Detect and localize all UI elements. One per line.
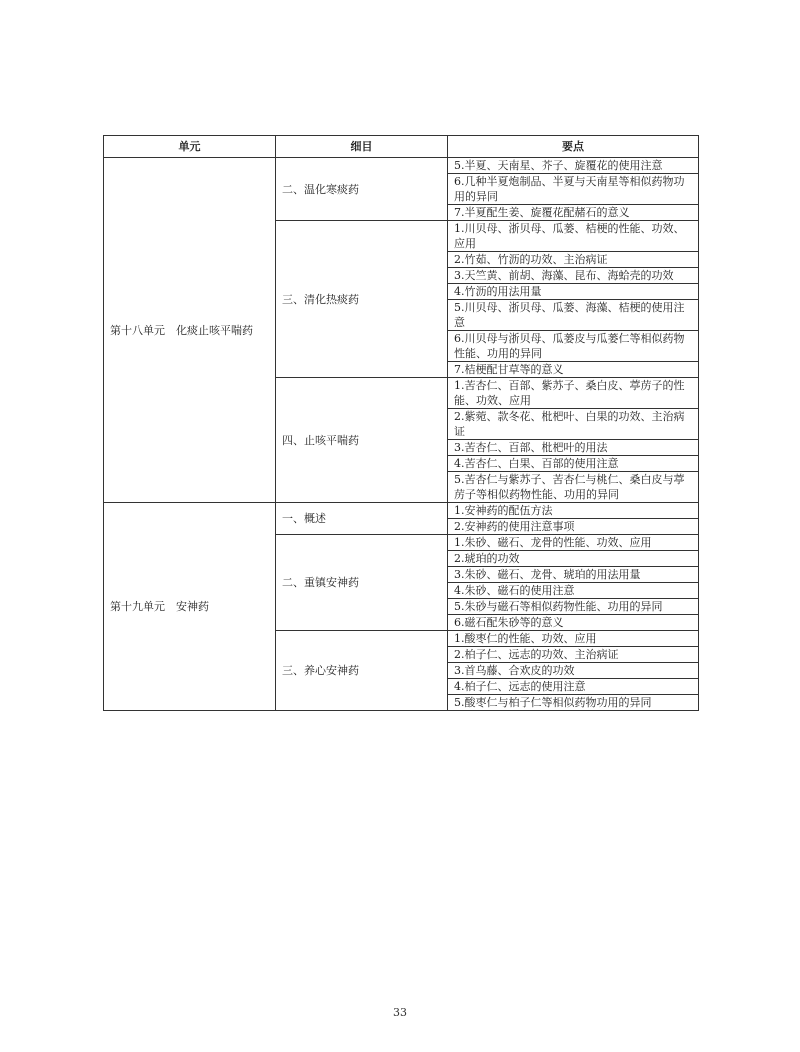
unit-cell: 第十八单元 化痰止咳平喘药: [104, 158, 276, 503]
subitem-cell: 三、清化热痰药: [276, 221, 448, 378]
key-point-cell: 5.朱砂与磁石等相似药物性能、功用的异同: [448, 599, 699, 615]
key-point-cell: 7.半夏配生姜、旋覆花配赭石的意义: [448, 205, 699, 221]
subitem-cell: 二、温化寒痰药: [276, 158, 448, 221]
subitem-cell: 四、止咳平喘药: [276, 378, 448, 503]
key-point-cell: 3.天竺黄、前胡、海藻、昆布、海蛤壳的功效: [448, 268, 699, 284]
key-point-cell: 4.竹沥的用法用量: [448, 284, 699, 300]
key-point-cell: 4.朱砂、磁石的使用注意: [448, 583, 699, 599]
key-point-cell: 6.磁石配朱砂等的意义: [448, 615, 699, 631]
key-point-cell: 2.安神药的使用注意事项: [448, 519, 699, 535]
table-row: [104, 503, 699, 519]
key-point-cell: 2.竹茹、竹沥的功效、主治病证: [448, 252, 699, 268]
header-key-points: 要点: [448, 136, 699, 158]
header-unit: 单元: [104, 136, 276, 158]
key-point-cell: 5.酸枣仁与柏子仁等相似药物功用的异同: [448, 695, 699, 711]
key-point-cell: 1.朱砂、磁石、龙骨的性能、功效、应用: [448, 535, 699, 551]
key-point-cell: 1.安神药的配伍方法: [448, 503, 699, 519]
subitem-cell: 三、养心安神药: [276, 631, 448, 711]
key-point-cell: 3.苦杏仁、百部、枇杷叶的用法: [448, 440, 699, 456]
key-point-cell: 5.半夏、天南星、芥子、旋覆花的使用注意: [448, 158, 699, 174]
key-point-cell: 2.紫菀、款冬花、枇杷叶、白果的功效、主治病证: [448, 409, 699, 440]
key-point-cell: 4.柏子仁、远志的使用注意: [448, 679, 699, 695]
table-body: [104, 158, 699, 711]
key-point-cell: 2.柏子仁、远志的功效、主治病证: [448, 647, 699, 663]
key-point-cell: 5.苦杏仁与紫苏子、苦杏仁与桃仁、桑白皮与葶苈子等相似药物性能、功用的异同: [448, 472, 699, 503]
key-point-cell: 2.琥珀的功效: [448, 551, 699, 567]
key-point-cell: 7.桔梗配甘草等的意义: [448, 362, 699, 378]
key-point-cell: 1.川贝母、浙贝母、瓜蒌、桔梗的性能、功效、应用: [448, 221, 699, 252]
table-row: [104, 158, 699, 174]
page-number: 33: [393, 1006, 407, 1019]
key-point-cell: 1.酸枣仁的性能、功效、应用: [448, 631, 699, 647]
key-point-cell: 3.朱砂、磁石、龙骨、琥珀的用法用量: [448, 567, 699, 583]
subitem-cell: 二、重镇安神药: [276, 535, 448, 631]
key-point-cell: 5.川贝母、浙贝母、瓜蒌、海藻、桔梗的使用注意: [448, 300, 699, 331]
key-point-cell: 1.苦杏仁、百部、紫苏子、桑白皮、葶苈子的性能、功效、应用: [448, 378, 699, 409]
unit-cell: 第十九单元 安神药: [104, 503, 276, 711]
key-point-cell: 6.川贝母与浙贝母、瓜蒌皮与瓜蒌仁等相似药物性能、功用的异同: [448, 331, 699, 362]
key-point-cell: 4.苦杏仁、白果、百部的使用注意: [448, 456, 699, 472]
key-point-cell: 6.几种半夏炮制品、半夏与天南星等相似药物功用的异同: [448, 174, 699, 205]
syllabus-table: [103, 135, 699, 711]
key-point-cell: 3.首乌藤、合欢皮的功效: [448, 663, 699, 679]
header-subitem: 细目: [276, 136, 448, 158]
header-row: [104, 136, 699, 158]
subitem-cell: 一、概述: [276, 503, 448, 535]
